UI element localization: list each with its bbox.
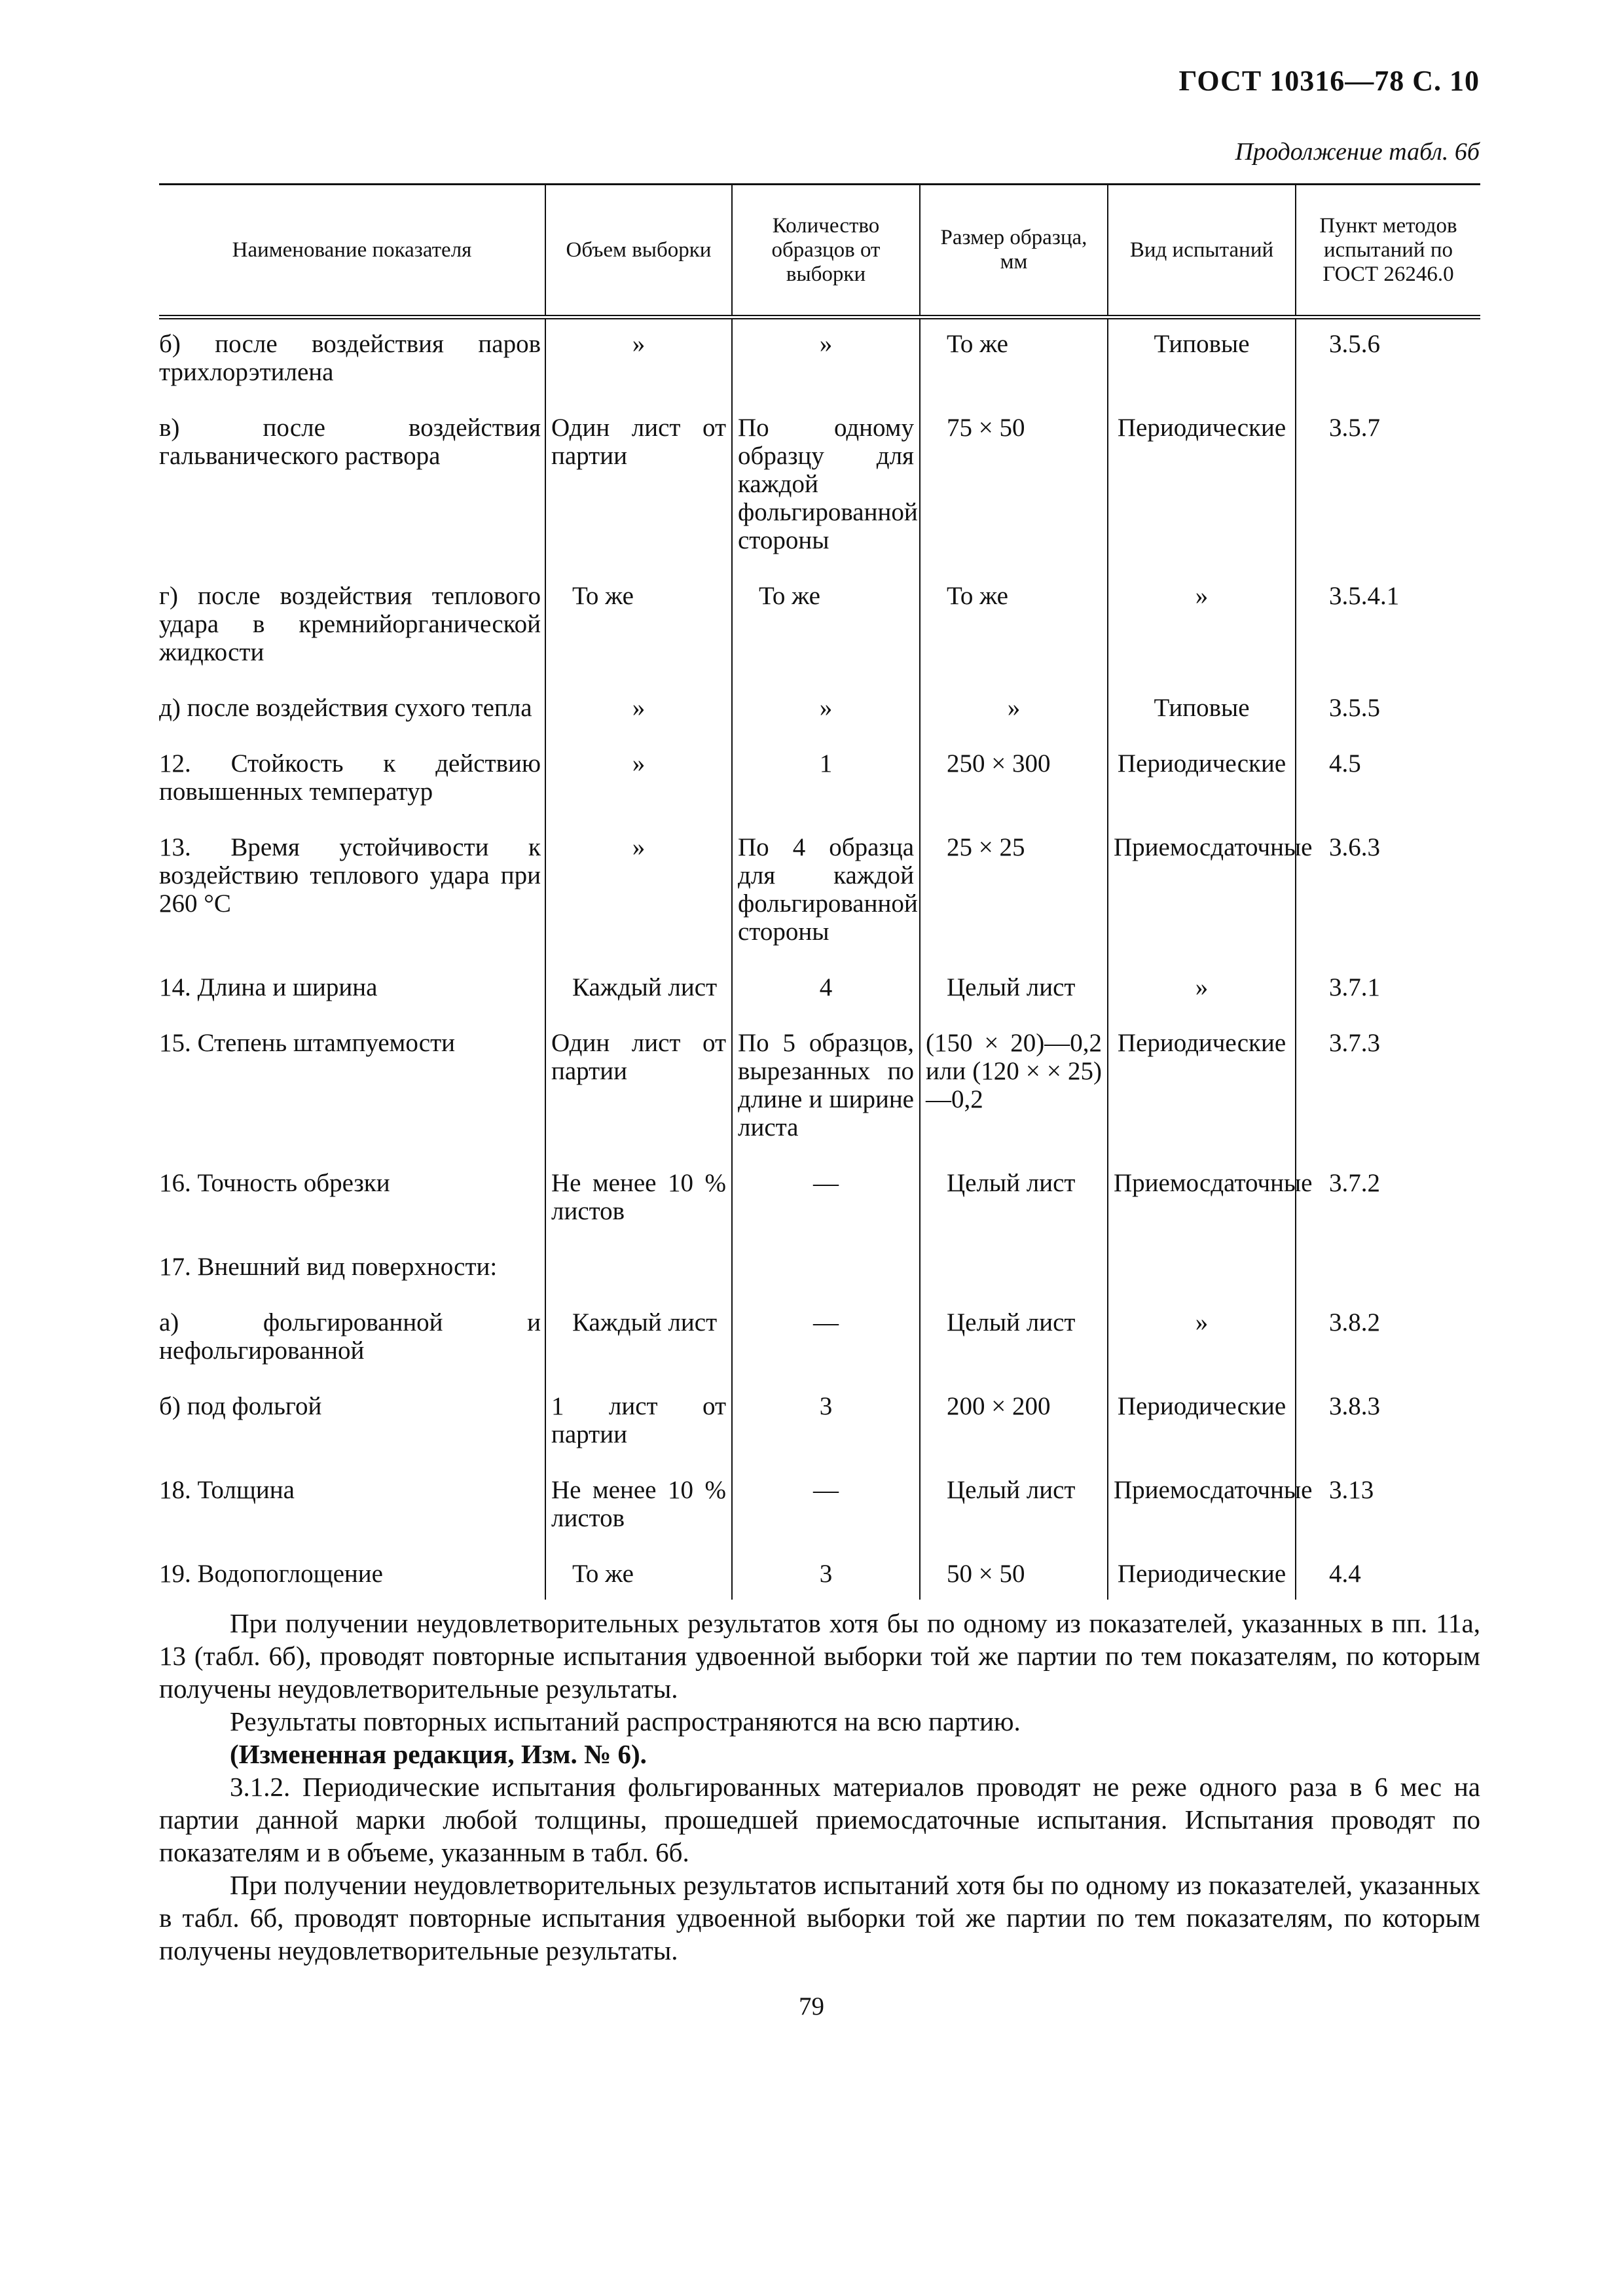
- table-row: [159, 582, 1480, 694]
- test-type-cell: Периодические: [1108, 1392, 1296, 1476]
- volume-cell: Каждый лист: [545, 1308, 732, 1392]
- volume-cell: Не менее 10 % листов: [545, 1476, 732, 1560]
- test-type-cell: Приемосдаточные: [1108, 1476, 1296, 1560]
- count-cell: [732, 1253, 920, 1308]
- column-header-specimen-size: Размер образца, мм: [920, 185, 1108, 317]
- size-cell: 250 × 300: [920, 749, 1108, 833]
- volume-cell: То же: [545, 582, 732, 694]
- size-cell: Целый лист: [920, 1476, 1108, 1560]
- clause-cell: 3.8.2: [1296, 1308, 1480, 1392]
- table-caption: Продолжение табл. 6б: [1235, 138, 1480, 166]
- column-header-specimen-count: Количество образцов от выборки: [732, 185, 920, 317]
- document-header: ГОСТ 10316—78 С. 10: [1178, 65, 1480, 97]
- indicator-cell: 16. Точность обрезки: [159, 1169, 390, 1197]
- clause-cell: 3.7.2: [1296, 1169, 1480, 1253]
- indicator-cell: 12. Стойкость к действию повышенных температур: [159, 749, 541, 806]
- table-row: [159, 749, 1480, 833]
- size-cell: Целый лист: [920, 1169, 1108, 1253]
- table-row: [159, 973, 1480, 1029]
- count-cell: 3: [732, 1392, 920, 1476]
- test-type-cell: Типовые: [1108, 694, 1296, 749]
- test-type-cell: Приемосдаточные: [1108, 1169, 1296, 1253]
- table-header-row: [159, 185, 1480, 317]
- count-cell: По одному образцу для каждой фольгированной стороны: [732, 414, 920, 582]
- size-cell: (150 × 20)—0,2 или (120 × × 25)—0,2: [920, 1029, 1108, 1169]
- table-row: [159, 1476, 1480, 1560]
- table-row: [159, 1392, 1480, 1476]
- test-type-cell: Приемосдаточные: [1108, 833, 1296, 973]
- size-cell: 25 × 25: [920, 833, 1108, 973]
- paragraph: При получении неудовлетворительных результатов испытаний хотя бы по одному из показателей, указанных в табл. 6б, проводят повторные испытания удвоенной выборки той же партии по тем показателям, по которым получены неудовлетворительные результаты.: [159, 1870, 1480, 1965]
- count-cell: По 4 образца для каждой фольгированной стороны: [732, 833, 920, 973]
- indicator-cell: в) после воздействия гальванического раствора: [159, 414, 541, 470]
- count-cell: —: [732, 1169, 920, 1253]
- test-type-cell: Типовые: [1108, 317, 1296, 414]
- volume-cell: То же: [545, 1560, 732, 1600]
- clause-cell: 3.7.1: [1296, 973, 1480, 1029]
- volume-cell: [545, 1253, 732, 1308]
- volume-cell: 1 лист от партии: [545, 1392, 732, 1476]
- volume-cell: »: [545, 833, 732, 973]
- count-cell: То же: [732, 582, 920, 694]
- volume-cell: »: [545, 749, 732, 833]
- table-row: [159, 1560, 1480, 1600]
- count-cell: 3: [732, 1560, 920, 1600]
- body-text: [159, 1607, 1480, 1967]
- volume-cell: »: [545, 694, 732, 749]
- amendment-note: (Измененная редакция, Изм. № 6).: [230, 1739, 647, 1769]
- size-cell: 200 × 200: [920, 1392, 1108, 1476]
- test-type-cell: »: [1108, 973, 1296, 1029]
- clause-cell: 3.5.4.1: [1296, 582, 1480, 694]
- size-cell: [920, 1253, 1108, 1308]
- clause-cell: 3.13: [1296, 1476, 1480, 1560]
- volume-cell: Один лист от партии: [545, 414, 732, 582]
- test-type-cell: Периодические: [1108, 1560, 1296, 1600]
- column-header-indicator: Наименование показателя: [159, 185, 545, 317]
- indicator-cell: 17. Внешний вид поверхности:: [159, 1253, 498, 1281]
- paragraph: При получении неудовлетворительных результатов хотя бы по одному из показателей, указанных в пп. 11а, 13 (табл. 6б), проводят повторные испытания удвоенной выборки той же партии по тем показателям, по которым получены неудовлетворительные результаты.: [159, 1608, 1480, 1704]
- indicator-cell: 19. Водопоглощение: [159, 1560, 383, 1588]
- indicator-cell: а) фольгированной и нефольгированной: [159, 1308, 541, 1365]
- clause-cell: 3.5.7: [1296, 414, 1480, 582]
- column-header-sample-volume: Объем выборки: [545, 185, 732, 317]
- test-methods-table: [159, 183, 1480, 1600]
- indicator-cell: 13. Время устойчивости к воздействию теплового удара при 260 °С: [159, 833, 541, 918]
- size-cell: Целый лист: [920, 1308, 1108, 1392]
- indicator-cell: б) под фольгой: [159, 1392, 322, 1420]
- indicator-cell: 15. Степень штампуемости: [159, 1029, 456, 1057]
- count-cell: —: [732, 1476, 920, 1560]
- table-row: [159, 1253, 1480, 1308]
- size-cell: То же: [920, 317, 1108, 414]
- clause-cell: 3.7.3: [1296, 1029, 1480, 1169]
- table-row: [159, 317, 1480, 414]
- indicator-cell: б) после воздействия паров трихлорэтилена: [159, 330, 541, 386]
- size-cell: 50 × 50: [920, 1560, 1108, 1600]
- table-row: [159, 833, 1480, 973]
- count-cell: 4: [732, 973, 920, 1029]
- volume-cell: Каждый лист: [545, 973, 732, 1029]
- clause-cell: 3.8.3: [1296, 1392, 1480, 1476]
- column-header-test-type: Вид испытаний: [1108, 185, 1296, 317]
- test-type-cell: »: [1108, 1308, 1296, 1392]
- volume-cell: Не менее 10 % листов: [545, 1169, 732, 1253]
- test-type-cell: [1108, 1253, 1296, 1308]
- clause-cell: 3.5.5: [1296, 694, 1480, 749]
- clause-cell: 3.6.3: [1296, 833, 1480, 973]
- indicator-cell: 14. Длина и ширина: [159, 973, 378, 1001]
- size-cell: 75 × 50: [920, 414, 1108, 582]
- paragraph: Результаты повторных испытаний распространяются на всю партию.: [230, 1706, 1021, 1736]
- test-type-cell: »: [1108, 582, 1296, 694]
- indicator-cell: 18. Толщина: [159, 1476, 295, 1504]
- count-cell: »: [732, 317, 920, 414]
- test-type-cell: Периодические: [1108, 1029, 1296, 1169]
- clause-cell: 3.5.6: [1296, 317, 1480, 414]
- count-cell: 1: [732, 749, 920, 833]
- test-type-cell: Периодические: [1108, 749, 1296, 833]
- table-row: [159, 1308, 1480, 1392]
- count-cell: По 5 образцов, вырезанных по длине и ширине листа: [732, 1029, 920, 1169]
- page-number: 79: [799, 1992, 824, 2020]
- clause-cell: 4.4: [1296, 1560, 1480, 1600]
- count-cell: »: [732, 694, 920, 749]
- count-cell: —: [732, 1308, 920, 1392]
- table-row: [159, 414, 1480, 582]
- indicator-cell: д) после воздействия сухого тепла: [159, 694, 532, 722]
- paragraph: 3.1.2. Периодические испытания фольгированных материалов проводят не реже одного раза в 6 мес на партии данной марки любой толщины, прошедшей приемосдаточные испытания. Испытания проводят по показателям и в объеме, указанным в табл. 6б.: [159, 1772, 1480, 1867]
- size-cell: То же: [920, 582, 1108, 694]
- size-cell: »: [920, 694, 1108, 749]
- clause-cell: [1296, 1253, 1480, 1308]
- column-header-method-clause: Пункт методов испытаний по ГОСТ 26246.0: [1296, 185, 1480, 317]
- size-cell: Целый лист: [920, 973, 1108, 1029]
- volume-cell: »: [545, 317, 732, 414]
- indicator-cell: г) после воздействия теплового удара в кремнийорганической жидкости: [159, 582, 541, 666]
- table-row: [159, 1029, 1480, 1169]
- test-type-cell: Периодические: [1108, 414, 1296, 582]
- table-row: [159, 1169, 1480, 1253]
- table-row: [159, 694, 1480, 749]
- volume-cell: Один лист от партии: [545, 1029, 732, 1169]
- clause-cell: 4.5: [1296, 749, 1480, 833]
